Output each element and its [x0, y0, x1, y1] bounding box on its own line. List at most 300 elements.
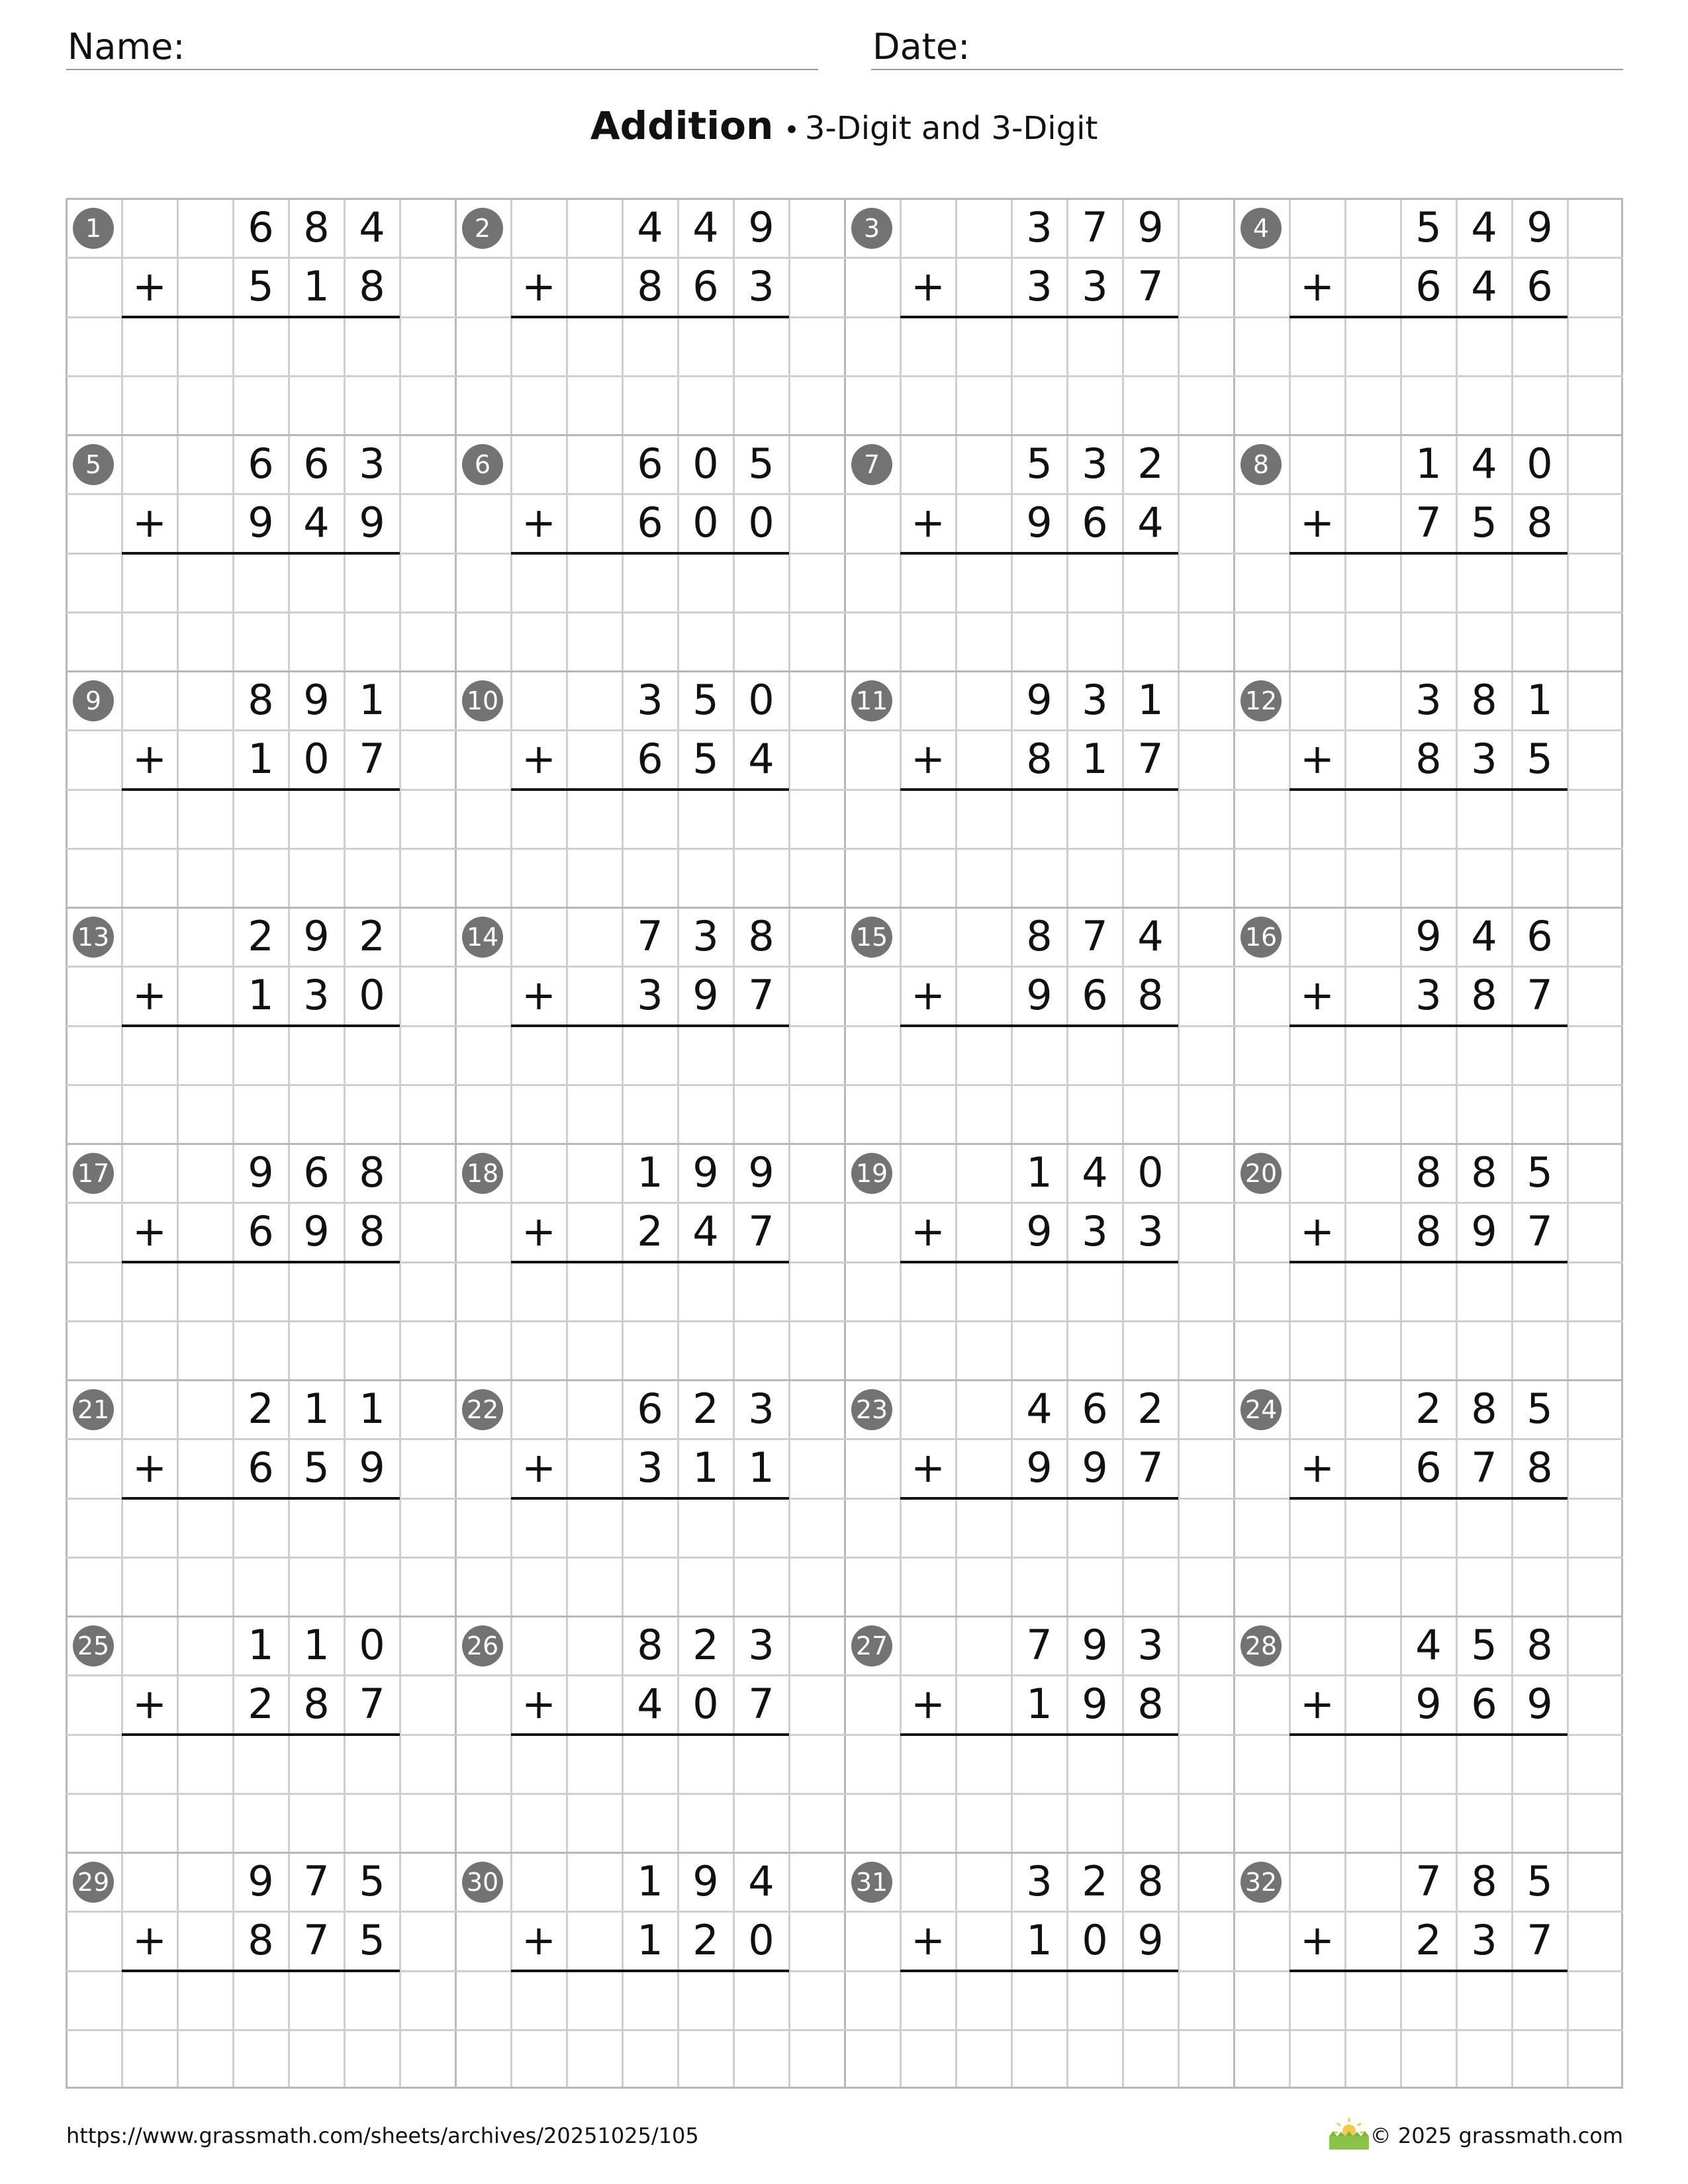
plus-sign: +: [132, 262, 167, 311]
problem-9: [66, 671, 455, 907]
answer-line: [122, 788, 400, 791]
addend-top-digit: 1: [303, 1621, 330, 1669]
problem-number-badge: 6: [462, 444, 503, 485]
addend-top-digit: 2: [248, 1385, 274, 1433]
addend-top-digit: 1: [1137, 676, 1164, 724]
plus-sign: +: [911, 971, 945, 1020]
addend-top-digit: 3: [1026, 1857, 1053, 1905]
answer-line: [511, 1970, 789, 1972]
addend-bottom-digit: 8: [1415, 1207, 1442, 1256]
addend-bottom-digit: 2: [692, 1916, 719, 1965]
addend-top-digit: 0: [1137, 1148, 1164, 1197]
problem-30: [455, 1852, 845, 2089]
problem-number-badge: 24: [1241, 1389, 1282, 1430]
addend-top-digit: 9: [692, 1148, 719, 1197]
answer-line: [900, 1733, 1178, 1736]
plus-sign: +: [132, 1916, 167, 1965]
answer-line: [1289, 1024, 1568, 1027]
plus-sign: +: [132, 498, 167, 547]
addend-top-digit: 6: [248, 439, 274, 488]
addend-top-digit: 6: [637, 1385, 663, 1433]
plus-sign: +: [522, 735, 556, 784]
plus-sign: +: [1300, 1207, 1335, 1256]
addend-top-digit: 9: [303, 676, 330, 724]
answer-line: [900, 316, 1178, 318]
problem-number-badge: 4: [1241, 208, 1282, 249]
addend-top-digit: 3: [748, 1621, 774, 1669]
addend-top-digit: 7: [303, 1857, 330, 1905]
addend-bottom-digit: 6: [1082, 971, 1108, 1020]
addend-bottom-digit: 6: [692, 262, 719, 311]
problem-number-badge: 5: [73, 444, 114, 485]
addend-bottom-digit: 1: [1082, 735, 1108, 784]
problem-15: [845, 907, 1234, 1144]
problem-28: [1234, 1616, 1623, 1852]
addend-bottom-digit: 4: [748, 735, 774, 784]
addend-bottom-digit: 9: [1026, 1207, 1053, 1256]
addend-bottom-digit: 6: [1415, 262, 1442, 311]
problem-20: [1234, 1144, 1623, 1380]
problem-31: [845, 1852, 1234, 2089]
addend-bottom-digit: 8: [359, 1207, 385, 1256]
problem-number-badge: 32: [1241, 1862, 1282, 1903]
addend-bottom-digit: 3: [748, 262, 774, 311]
addend-bottom-digit: 9: [303, 1207, 330, 1256]
addend-top-digit: 4: [637, 203, 663, 251]
addend-bottom-digit: 0: [692, 498, 719, 547]
addend-bottom-digit: 7: [1137, 262, 1164, 311]
addend-bottom-digit: 6: [637, 498, 663, 547]
plus-sign: +: [522, 1680, 556, 1729]
addend-top-digit: 7: [1082, 203, 1108, 251]
addend-top-digit: 7: [1082, 912, 1108, 960]
addend-bottom-digit: 7: [1471, 1443, 1497, 1492]
addend-bottom-digit: 1: [748, 1443, 774, 1492]
addend-bottom-digit: 3: [1415, 971, 1442, 1020]
answer-line: [900, 552, 1178, 555]
answer-line: [511, 316, 789, 318]
addend-bottom-digit: 3: [1026, 262, 1053, 311]
addend-bottom-digit: 5: [692, 735, 719, 784]
addend-top-digit: 3: [1415, 676, 1442, 724]
addend-top-digit: 0: [359, 1621, 385, 1669]
answer-line: [900, 1970, 1178, 1972]
problem-number-badge: 2: [462, 208, 503, 249]
addend-bottom-digit: 9: [359, 498, 385, 547]
addend-top-digit: 9: [748, 1148, 774, 1197]
problem-1: [66, 199, 455, 435]
addend-bottom-digit: 7: [1526, 971, 1553, 1020]
plus-sign: +: [132, 1443, 167, 1492]
answer-line: [900, 788, 1178, 791]
addend-top-digit: 2: [692, 1385, 719, 1433]
plus-sign: +: [1300, 735, 1335, 784]
addend-top-digit: 6: [303, 439, 330, 488]
addend-top-digit: 1: [248, 1621, 274, 1669]
worksheet-title: [0, 103, 1688, 148]
plus-sign: +: [522, 498, 556, 547]
title-separator: •: [784, 115, 800, 146]
addend-bottom-digit: 3: [637, 971, 663, 1020]
date-label: Date:: [872, 26, 970, 68]
addend-top-digit: 8: [1526, 1621, 1553, 1669]
addend-bottom-digit: 4: [637, 1680, 663, 1729]
problem-18: [455, 1144, 845, 1380]
addend-bottom-digit: 8: [1137, 971, 1164, 1020]
addend-top-digit: 8: [748, 912, 774, 960]
addend-top-digit: 1: [359, 1385, 385, 1433]
addend-top-digit: 8: [303, 203, 330, 251]
addend-top-digit: 3: [1082, 439, 1108, 488]
addend-top-digit: 3: [637, 676, 663, 724]
addend-top-digit: 5: [1471, 1621, 1497, 1669]
addend-bottom-digit: 7: [1137, 735, 1164, 784]
answer-line: [511, 1497, 789, 1500]
addend-top-digit: 9: [1137, 203, 1164, 251]
problem-13: [66, 907, 455, 1144]
addend-bottom-digit: 1: [248, 735, 274, 784]
addend-top-digit: 3: [692, 912, 719, 960]
addend-bottom-digit: 1: [1026, 1680, 1053, 1729]
answer-line: [1289, 316, 1568, 318]
addend-bottom-digit: 7: [748, 971, 774, 1020]
addend-top-digit: 8: [1137, 1857, 1164, 1905]
addend-bottom-digit: 9: [692, 971, 719, 1020]
answer-line: [122, 1261, 400, 1263]
addend-bottom-digit: 8: [1137, 1680, 1164, 1729]
answer-line: [511, 1733, 789, 1736]
addend-bottom-digit: 5: [248, 262, 274, 311]
addend-top-digit: 4: [1471, 439, 1497, 488]
answer-line: [1289, 1261, 1568, 1263]
addend-bottom-digit: 0: [1082, 1916, 1108, 1965]
problem-number-badge: 10: [462, 680, 503, 721]
problem-number-badge: 16: [1241, 917, 1282, 958]
addend-bottom-digit: 9: [359, 1443, 385, 1492]
answer-line: [900, 1024, 1178, 1027]
addend-bottom-digit: 9: [1026, 971, 1053, 1020]
addend-top-digit: 4: [1082, 1148, 1108, 1197]
problem-14: [455, 907, 845, 1144]
addend-top-digit: 5: [748, 439, 774, 488]
addend-top-digit: 3: [1026, 203, 1053, 251]
addend-top-digit: 5: [359, 1857, 385, 1905]
addend-top-digit: 2: [692, 1621, 719, 1669]
addend-top-digit: 5: [1026, 439, 1053, 488]
addend-top-digit: 4: [748, 1857, 774, 1905]
addend-bottom-digit: 2: [637, 1207, 663, 1256]
problem-6: [455, 435, 845, 671]
addend-bottom-digit: 7: [303, 1916, 330, 1965]
date-field[interactable]: [871, 20, 1623, 70]
addend-bottom-digit: 7: [359, 735, 385, 784]
addend-bottom-digit: 6: [1415, 1443, 1442, 1492]
plus-sign: +: [911, 262, 945, 311]
problem-number-badge: 12: [1241, 680, 1282, 721]
addend-top-digit: 8: [1471, 1148, 1497, 1197]
answer-line: [511, 1024, 789, 1027]
answer-line: [900, 1497, 1178, 1500]
addend-bottom-digit: 9: [1415, 1680, 1442, 1729]
addend-bottom-digit: 8: [637, 262, 663, 311]
footer-copyright: © 2025 grassmath.com: [1370, 2123, 1623, 2148]
addend-bottom-digit: 7: [359, 1680, 385, 1729]
problem-number-badge: 26: [462, 1625, 503, 1666]
addend-bottom-digit: 9: [1082, 1443, 1108, 1492]
addend-top-digit: 8: [1471, 1385, 1497, 1433]
addend-bottom-digit: 3: [1471, 735, 1497, 784]
plus-sign: +: [522, 971, 556, 1020]
plus-sign: +: [1300, 1680, 1335, 1729]
addend-bottom-digit: 2: [1415, 1916, 1442, 1965]
problem-21: [66, 1380, 455, 1616]
addend-bottom-digit: 4: [1471, 262, 1497, 311]
addend-bottom-digit: 9: [1471, 1207, 1497, 1256]
addend-bottom-digit: 9: [1082, 1680, 1108, 1729]
addend-bottom-digit: 9: [1526, 1680, 1553, 1729]
addend-top-digit: 0: [1526, 439, 1553, 488]
addend-top-digit: 8: [1471, 676, 1497, 724]
plus-sign: +: [132, 971, 167, 1020]
problem-11: [845, 671, 1234, 907]
sun-over-grass-icon: [1328, 2115, 1370, 2151]
problem-number-badge: 1: [73, 208, 114, 249]
answer-line: [1289, 1497, 1568, 1500]
answer-line: [122, 1497, 400, 1500]
problem-number-badge: 19: [851, 1153, 892, 1194]
plus-sign: +: [1300, 971, 1335, 1020]
addend-top-digit: 9: [248, 1857, 274, 1905]
addend-bottom-digit: 6: [637, 735, 663, 784]
problem-number-badge: 21: [73, 1389, 114, 1430]
addend-top-digit: 9: [692, 1857, 719, 1905]
addend-top-digit: 8: [1026, 912, 1053, 960]
answer-line: [511, 788, 789, 791]
addend-bottom-digit: 1: [1026, 1916, 1053, 1965]
addend-bottom-digit: 8: [359, 262, 385, 311]
name-field[interactable]: [66, 20, 818, 70]
addend-bottom-digit: 8: [303, 1680, 330, 1729]
addend-bottom-digit: 0: [303, 735, 330, 784]
addend-bottom-digit: 2: [248, 1680, 274, 1729]
addend-top-digit: 9: [303, 912, 330, 960]
addend-top-digit: 3: [748, 1385, 774, 1433]
addend-top-digit: 8: [637, 1621, 663, 1669]
addend-bottom-digit: 4: [1137, 498, 1164, 547]
addend-top-digit: 5: [1526, 1148, 1553, 1197]
addend-top-digit: 8: [359, 1148, 385, 1197]
addend-top-digit: 0: [692, 439, 719, 488]
problem-10: [455, 671, 845, 907]
problem-26: [455, 1616, 845, 1852]
problem-number-badge: 14: [462, 917, 503, 958]
problem-number-badge: 9: [73, 680, 114, 721]
problem-number-badge: 30: [462, 1862, 503, 1903]
problem-25: [66, 1616, 455, 1852]
problem-19: [845, 1144, 1234, 1380]
answer-line: [900, 1261, 1178, 1263]
addend-top-digit: 7: [1026, 1621, 1053, 1669]
answer-line: [122, 1970, 400, 1972]
addend-top-digit: 1: [1026, 1148, 1053, 1197]
problem-2: [455, 199, 845, 435]
problem-number-badge: 13: [73, 917, 114, 958]
answer-line: [122, 552, 400, 555]
problem-number-badge: 27: [851, 1625, 892, 1666]
addend-top-digit: 8: [1415, 1148, 1442, 1197]
problem-number-badge: 8: [1241, 444, 1282, 485]
addend-top-digit: 9: [748, 203, 774, 251]
answer-line: [511, 1261, 789, 1263]
footer-url: https://www.grassmath.com/sheets/archives/20251025/105: [66, 2123, 699, 2148]
problem-number-badge: 18: [462, 1153, 503, 1194]
answer-line: [1289, 1970, 1568, 1972]
addend-top-digit: 5: [1526, 1857, 1553, 1905]
addend-bottom-digit: 1: [637, 1916, 663, 1965]
plus-sign: +: [1300, 1443, 1335, 1492]
addend-top-digit: 9: [1026, 676, 1053, 724]
answer-line: [1289, 552, 1568, 555]
addend-bottom-digit: 9: [1137, 1916, 1164, 1965]
addend-top-digit: 1: [1526, 676, 1553, 724]
title-subtitle: 3-Digit and 3-Digit: [804, 110, 1098, 147]
plus-sign: +: [132, 1207, 167, 1256]
addend-top-digit: 4: [1137, 912, 1164, 960]
addend-top-digit: 1: [359, 676, 385, 724]
plus-sign: +: [522, 1916, 556, 1965]
addend-bottom-digit: 8: [1471, 971, 1497, 1020]
addend-top-digit: 3: [359, 439, 385, 488]
problem-number-badge: 7: [851, 444, 892, 485]
problem-grid: [66, 199, 1623, 2089]
addend-top-digit: 9: [1526, 203, 1553, 251]
addend-bottom-digit: 6: [248, 1443, 274, 1492]
addend-top-digit: 1: [303, 1385, 330, 1433]
plus-sign: +: [1300, 262, 1335, 311]
addend-top-digit: 3: [1137, 1621, 1164, 1669]
addend-top-digit: 6: [637, 439, 663, 488]
addend-bottom-digit: 7: [1526, 1207, 1553, 1256]
addend-bottom-digit: 4: [692, 1207, 719, 1256]
addend-bottom-digit: 5: [303, 1443, 330, 1492]
answer-line: [122, 316, 400, 318]
addend-top-digit: 9: [248, 1148, 274, 1197]
addend-top-digit: 4: [692, 203, 719, 251]
problem-7: [845, 435, 1234, 671]
addend-bottom-digit: 8: [1526, 1443, 1553, 1492]
problem-number-badge: 15: [851, 917, 892, 958]
addend-top-digit: 5: [692, 676, 719, 724]
addend-top-digit: 1: [1415, 439, 1442, 488]
plus-sign: +: [911, 1443, 945, 1492]
plus-sign: +: [911, 1916, 945, 1965]
problem-number-badge: 29: [73, 1862, 114, 1903]
plus-sign: +: [132, 1680, 167, 1729]
addend-bottom-digit: 8: [1415, 735, 1442, 784]
addend-bottom-digit: 7: [748, 1680, 774, 1729]
problem-number-badge: 28: [1241, 1625, 1282, 1666]
addend-bottom-digit: 3: [1471, 1916, 1497, 1965]
problem-number-badge: 31: [851, 1862, 892, 1903]
addend-top-digit: 8: [1471, 1857, 1497, 1905]
answer-line: [1289, 788, 1568, 791]
addend-top-digit: 4: [1471, 912, 1497, 960]
addend-top-digit: 1: [637, 1857, 663, 1905]
problem-22: [455, 1380, 845, 1616]
addend-bottom-digit: 0: [692, 1680, 719, 1729]
plus-sign: +: [911, 735, 945, 784]
addend-top-digit: 9: [1415, 912, 1442, 960]
problem-number-badge: 17: [73, 1153, 114, 1194]
problem-number-badge: 3: [851, 208, 892, 249]
addend-top-digit: 6: [1526, 912, 1553, 960]
problem-27: [845, 1616, 1234, 1852]
plus-sign: +: [522, 1207, 556, 1256]
addend-bottom-digit: 8: [248, 1916, 274, 1965]
addend-bottom-digit: 1: [692, 1443, 719, 1492]
addend-top-digit: 7: [637, 912, 663, 960]
addend-bottom-digit: 6: [1526, 262, 1553, 311]
addend-top-digit: 2: [1082, 1857, 1108, 1905]
addend-bottom-digit: 6: [1471, 1680, 1497, 1729]
addend-bottom-digit: 3: [1082, 262, 1108, 311]
problem-number-badge: 23: [851, 1389, 892, 1430]
addend-bottom-digit: 9: [1026, 498, 1053, 547]
name-label: Name:: [68, 26, 185, 68]
addend-top-digit: 2: [1137, 1385, 1164, 1433]
addend-top-digit: 2: [248, 912, 274, 960]
addend-top-digit: 4: [1471, 203, 1497, 251]
problem-5: [66, 435, 455, 671]
plus-sign: +: [522, 262, 556, 311]
addend-bottom-digit: 9: [1026, 1443, 1053, 1492]
addend-bottom-digit: 3: [637, 1443, 663, 1492]
addend-top-digit: 5: [1415, 203, 1442, 251]
addend-top-digit: 7: [1415, 1857, 1442, 1905]
addend-bottom-digit: 5: [359, 1916, 385, 1965]
addend-bottom-digit: 0: [359, 971, 385, 1020]
addend-top-digit: 0: [748, 676, 774, 724]
addend-bottom-digit: 8: [1026, 735, 1053, 784]
problem-number-badge: 25: [73, 1625, 114, 1666]
problem-29: [66, 1852, 455, 2089]
addend-bottom-digit: 3: [1137, 1207, 1164, 1256]
addend-bottom-digit: 9: [248, 498, 274, 547]
addend-bottom-digit: 4: [303, 498, 330, 547]
addend-top-digit: 5: [1526, 1385, 1553, 1433]
answer-line: [122, 1733, 400, 1736]
plus-sign: +: [1300, 1916, 1335, 1965]
addend-bottom-digit: 5: [1526, 735, 1553, 784]
problem-16: [1234, 907, 1623, 1144]
problem-17: [66, 1144, 455, 1380]
addend-bottom-digit: 3: [1082, 1207, 1108, 1256]
addend-bottom-digit: 3: [303, 971, 330, 1020]
problem-32: [1234, 1852, 1623, 2089]
addend-top-digit: 6: [248, 203, 274, 251]
addend-top-digit: 6: [1082, 1385, 1108, 1433]
problem-number-badge: 20: [1241, 1153, 1282, 1194]
addend-top-digit: 2: [1137, 439, 1164, 488]
answer-line: [1289, 1733, 1568, 1736]
addend-bottom-digit: 6: [248, 1207, 274, 1256]
addend-top-digit: 1: [637, 1148, 663, 1197]
plus-sign: +: [522, 1443, 556, 1492]
problem-12: [1234, 671, 1623, 907]
problem-4: [1234, 199, 1623, 435]
problem-3: [845, 199, 1234, 435]
addend-top-digit: 6: [303, 1148, 330, 1197]
